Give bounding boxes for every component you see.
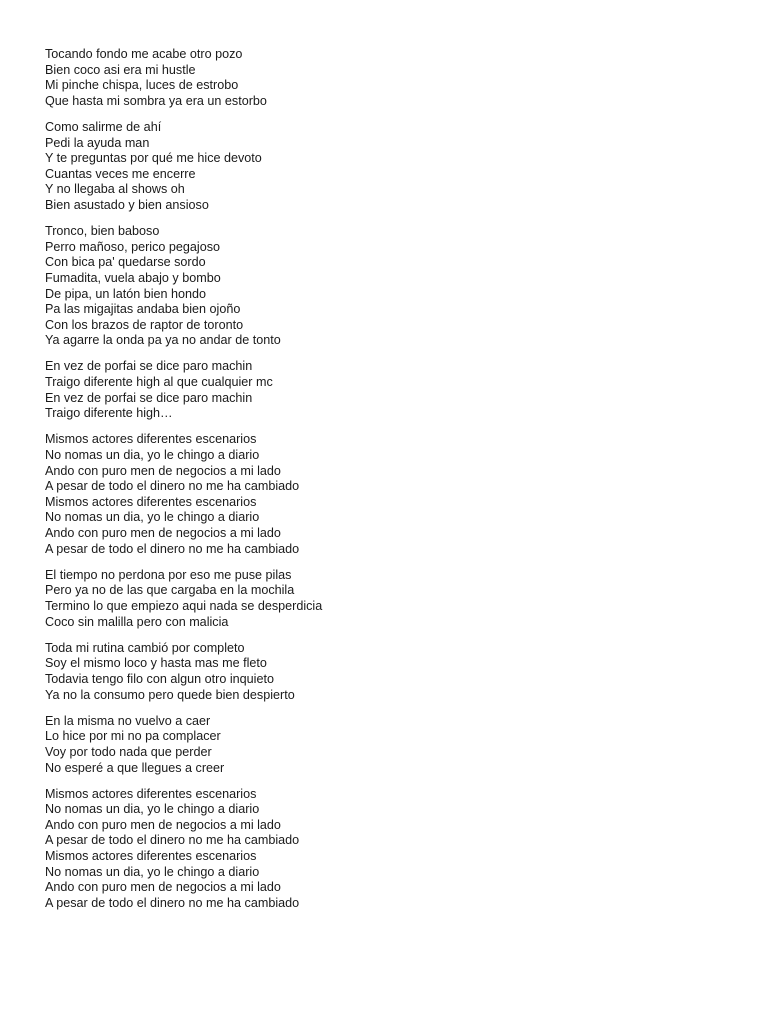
lyric-line: Fumadita, vuela abajo y bombo — [45, 270, 221, 285]
lyric-line: Ando con puro men de negocios a mi lado — [45, 880, 281, 895]
lyric-line: Con bica pa' quedarse sordo — [45, 255, 206, 270]
lyric-line: Tocando fondo me acabe otro pozo — [45, 47, 243, 61]
lyric-line: Con los brazos de raptor de toronto — [45, 317, 244, 332]
lyric-line: No nomas un dia, yo le chingo a diario — [45, 448, 260, 463]
lyric-line: En vez de porfai se dice paro machin — [45, 359, 253, 374]
chorus-stanza — [45, 432, 745, 557]
lyric-line: Que hasta mi sombra ya era un estorbo — [45, 93, 267, 108]
lyric-line: Y no llegaba al shows oh — [45, 182, 185, 197]
stanza — [45, 359, 745, 421]
lyric-line: Ya agarre la onda pa ya no andar de tonto — [45, 333, 281, 348]
lyric-line: Traigo diferente high… — [45, 406, 173, 421]
lyric-line: Mismos actores diferentes escenarios — [45, 494, 257, 509]
lyric-line: Tronco, bien baboso — [45, 224, 160, 239]
lyrics-body — [45, 47, 745, 922]
lyric-line: Pedi la ayuda man — [45, 135, 150, 150]
lyric-line: El tiempo no perdona por eso me puse pilas — [45, 567, 292, 582]
lyric-line: Ando con puro men de negocios a mi lado — [45, 817, 281, 832]
lyric-line: Mismos actores diferentes escenarios — [45, 432, 257, 447]
lyric-line: A pesar de todo el dinero no me ha cambiado — [45, 479, 300, 494]
stanza — [45, 568, 745, 630]
lyric-line: A pesar de todo el dinero no me ha cambiado — [45, 895, 300, 910]
lyric-line: Ya no la consumo pero quede bien despierto — [45, 687, 295, 702]
lyric-line: Cuantas veces me encerre — [45, 166, 196, 181]
lyric-line: A pesar de todo el dinero no me ha cambiado — [45, 833, 300, 848]
lyric-line: Pero ya no de las que cargaba en la mochila — [45, 583, 295, 598]
lyric-line: Bien asustado y bien ansioso — [45, 197, 209, 212]
lyric-line: En vez de porfai se dice paro machin — [45, 390, 253, 405]
lyric-line: Ando con puro men de negocios a mi lado — [45, 463, 281, 478]
lyric-line: A pesar de todo el dinero no me ha cambiado — [45, 541, 300, 556]
lyric-line: Soy el mismo loco y hasta mas me fleto — [45, 656, 267, 671]
stanza — [45, 224, 745, 349]
lyric-line: No esperé a que llegues a creer — [45, 760, 225, 775]
lyric-line: De pipa, un latón bien hondo — [45, 286, 207, 301]
lyric-line: Coco sin malilla pero con malicia — [45, 614, 229, 629]
stanza — [45, 120, 745, 214]
lyric-line: Ando con puro men de negocios a mi lado — [45, 526, 281, 540]
chorus-stanza — [45, 787, 745, 912]
lyric-line: En la misma no vuelvo a caer — [45, 713, 211, 728]
lyric-line: Mi pinche chispa, luces de estrobo — [45, 78, 239, 93]
lyric-line: No nomas un dia, yo le chingo a diario — [45, 802, 260, 817]
lyric-line: Pa las migajitas andaba bien ojoño — [45, 302, 241, 317]
lyric-line: No nomas un dia, yo le chingo a diario — [45, 510, 260, 525]
lyric-line: No nomas un dia, yo le chingo a diario — [45, 864, 260, 879]
lyric-line: Como salirme de ahí — [45, 119, 162, 134]
lyric-line: Lo hice por mi no pa complacer — [45, 729, 221, 744]
lyric-line: Mismos actores diferentes escenarios — [45, 786, 257, 801]
stanza — [45, 641, 745, 703]
lyric-line: Y te preguntas por qué me hice devoto — [45, 151, 262, 166]
stanza — [45, 47, 745, 109]
lyric-line: Voy por todo nada que perder — [45, 744, 212, 759]
lyric-line: Todavia tengo filo con algun otro inquieto — [45, 671, 274, 686]
lyric-line: Traigo diferente high al que cualquier mc — [45, 375, 273, 390]
lyric-line: Mismos actores diferentes escenarios — [45, 849, 257, 864]
lyric-line: Toda mi rutina cambió por completo — [45, 640, 245, 655]
lyric-line: Termino lo que empiezo aqui nada se desperdicia — [45, 598, 323, 613]
lyric-line: Perro mañoso, perico pegajoso — [45, 239, 221, 254]
stanza — [45, 714, 745, 776]
lyric-line: Bien coco asi era mi hustle — [45, 62, 196, 77]
